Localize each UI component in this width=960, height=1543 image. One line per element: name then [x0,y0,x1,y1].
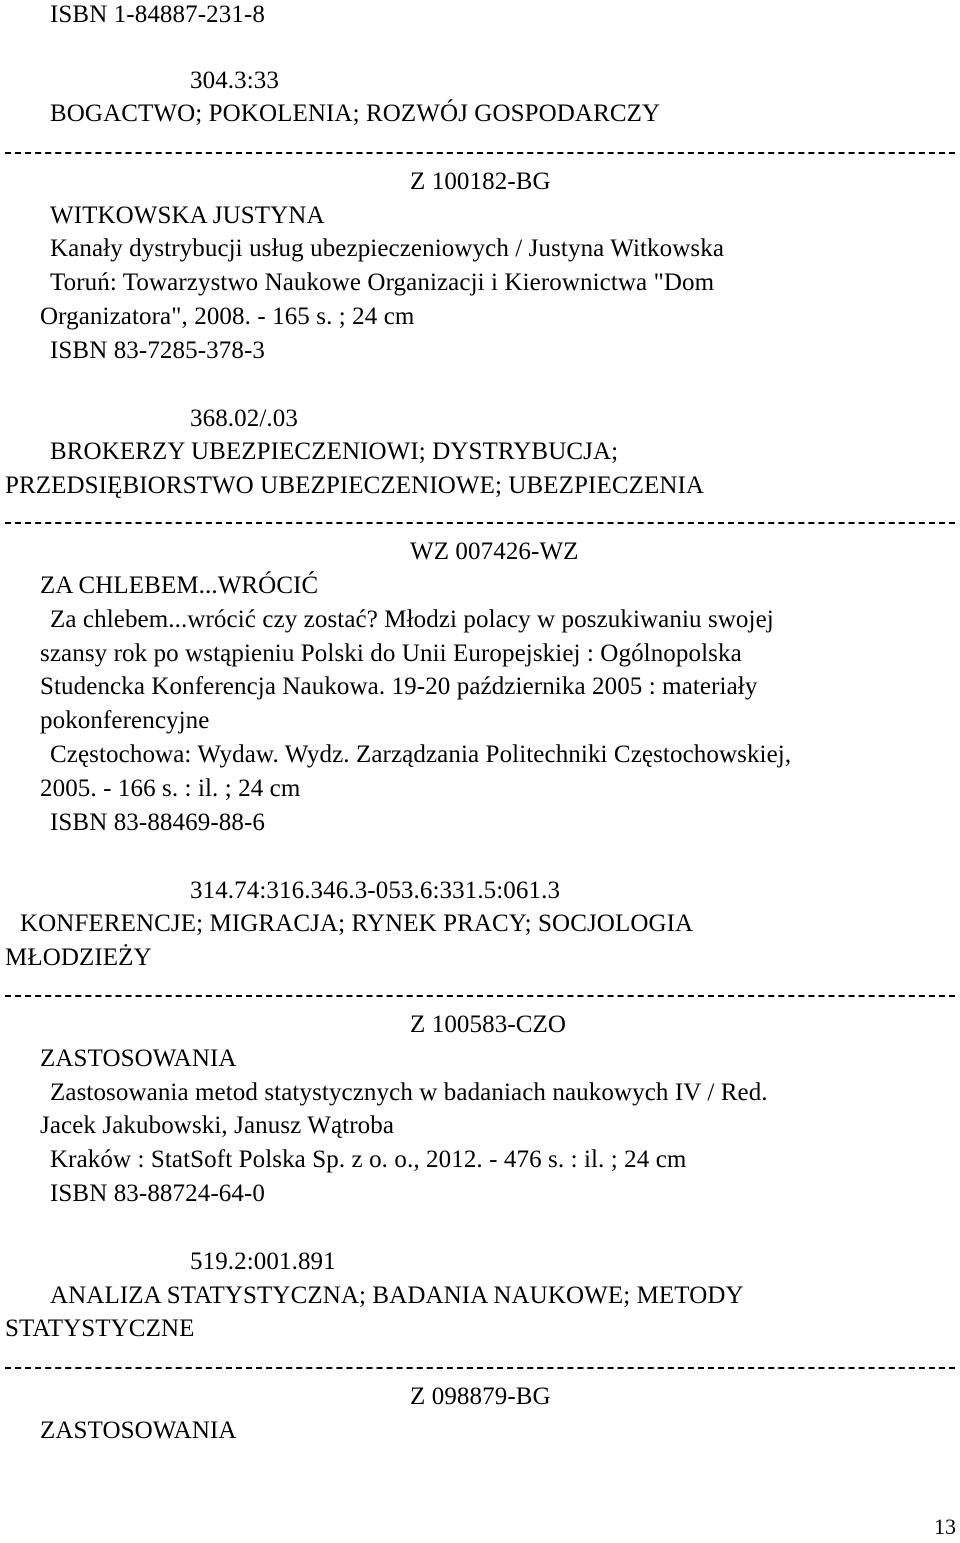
separator-line [5,995,955,997]
page-number: 13 [934,1514,956,1539]
title-line: pokonferencyjne [40,707,210,734]
publication-line: Kraków : StatSoft Polska Sp. z o. o., 2012. - 476 s. : il. ; 24 cm [50,1146,687,1173]
main-entry: ZA CHLEBEM...WRÓCIĆ [40,572,319,599]
publication-line: Częstochowa: Wydaw. Wydz. Zarządzania Politechniki Częstochowskiej, [50,741,792,768]
publication-line: Toruń: Towarzystwo Naukowe Organizacji i Kierownictwa "Dom [50,269,715,296]
title-line: Studencka Konferencja Naukowa. 19-20 października 2005 : materiały [40,673,758,700]
title-line: szansy rok po wstąpieniu Polski do Unii Europejskiej : Ogólnopolska [40,640,742,667]
subject-headings: ANALIZA STATYSTYCZNA; BADANIA NAUKOWE; METODY [50,1282,744,1309]
subject-headings: PRZEDSIĘBIORSTWO UBEZPIECZENIOWE; UBEZPIECZENIA [5,472,705,499]
title-line: Za chlebem...wrócić czy zostać? Młodzi polacy w poszukiwaniu swojej [50,606,774,633]
subject-headings: BROKERZY UBEZPIECZENIOWI; DYSTRYBUCJA; [50,438,619,465]
isbn-line: ISBN 83-88469-88-6 [50,809,265,836]
publication-line: Organizatora", 2008. - 165 s. ; 24 cm [40,303,415,330]
isbn-line: ISBN 1-84887-231-8 [50,1,265,28]
title-line: Jacek Jakubowski, Janusz Wątroba [40,1112,395,1139]
main-entry: ZASTOSOWANIA [40,1417,237,1444]
udc-code: 314.74:316.346.3-053.6:331.5:061.3 [190,877,561,904]
subject-headings: STATYSTYCZNE [5,1315,195,1342]
shelf-signature: WZ 007426-WZ [410,538,579,565]
separator-line [5,522,955,524]
subject-headings: MŁODZIEŻY [5,944,152,971]
main-entry: ZASTOSOWANIA [40,1045,237,1072]
publication-line: 2005. - 166 s. : il. ; 24 cm [40,775,301,802]
title-line: Kanały dystrybucji usług ubezpieczeniowych / Justyna Witkowska [50,235,725,262]
shelf-signature: Z 100583-CZO [410,1011,567,1038]
isbn-line: ISBN 83-88724-64-0 [50,1180,265,1207]
udc-code: 519.2:001.891 [190,1248,336,1275]
isbn-line: ISBN 83-7285-378-3 [50,337,265,364]
udc-code: 304.3:33 [190,67,279,94]
separator-line [5,152,955,154]
subject-headings: KONFERENCJE; MIGRACJA; RYNEK PRACY; SOCJOLOGIA [20,910,694,937]
title-line: Zastosowania metod statystycznych w badaniach naukowych IV / Red. [50,1079,768,1106]
udc-code: 368.02/.03 [190,405,298,432]
shelf-signature: Z 100182-BG [410,168,551,195]
subject-headings: BOGACTWO; POKOLENIA; ROZWÓJ GOSPODARCZY [50,100,661,127]
shelf-signature: Z 098879-BG [410,1383,551,1410]
main-entry: WITKOWSKA JUSTYNA [50,202,325,229]
separator-line [5,1367,955,1369]
